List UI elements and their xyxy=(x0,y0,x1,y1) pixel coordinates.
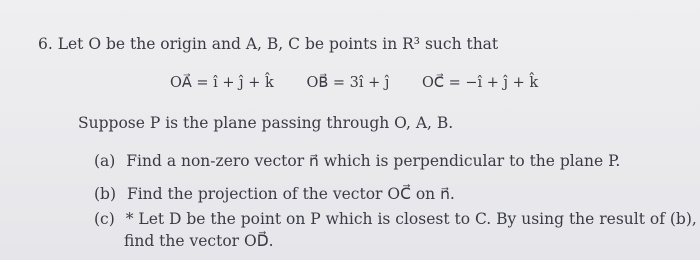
part-a xyxy=(94,151,620,171)
vector-oc: OC⃗ = −î + ĵ + k̂ xyxy=(422,75,539,91)
vector-definitions xyxy=(170,73,538,93)
part-c-text: * Let D be the point on P which is closest to C. By using the result of (b), xyxy=(125,210,697,228)
part-b-text: Find the projection of the vector OC⃗ on n⃗. xyxy=(126,185,455,203)
part-c xyxy=(94,209,697,229)
vector-oa: OA⃗ = î + ĵ + k̂ xyxy=(170,75,274,91)
part-a-text: Find a non-zero vector n⃗ which is perpendicular to the plane P. xyxy=(126,152,621,170)
part-c-label: (c) xyxy=(94,210,115,228)
part-a-label: (a) xyxy=(94,152,116,170)
part-b xyxy=(94,184,455,204)
part-c-continuation: find the vector OD⃗. xyxy=(124,232,274,250)
plane-supposition: Suppose P is the plane passing through O, A, B. xyxy=(78,114,454,132)
problem-intro: 6. Let O be the origin and A, B, C be points in R³ such that xyxy=(38,35,499,53)
part-b-label: (b) xyxy=(94,185,117,203)
vector-ob: OB⃗ = 3î + ĵ xyxy=(306,75,390,91)
